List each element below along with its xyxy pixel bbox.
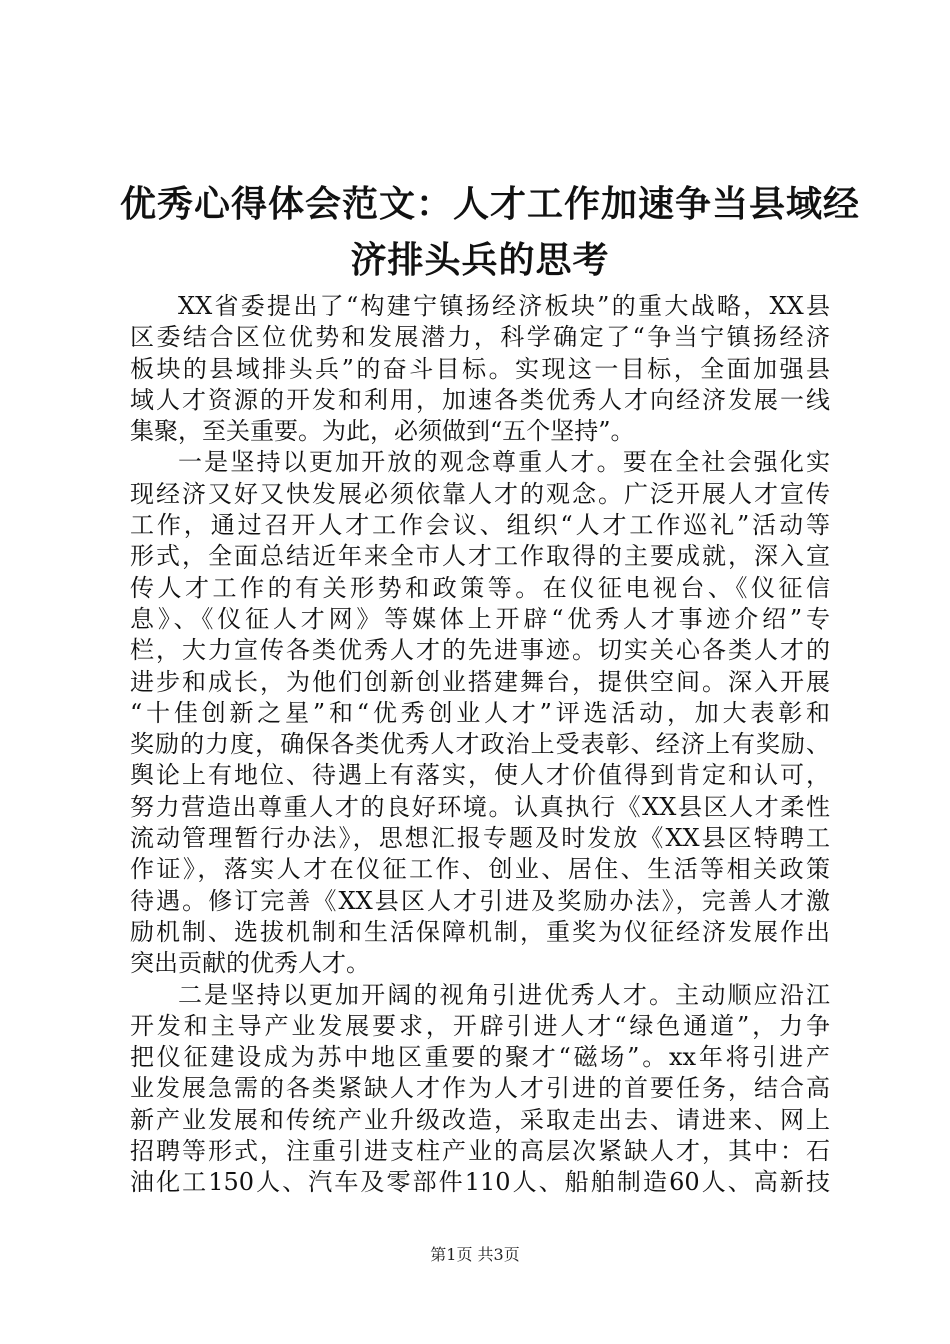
paragraph-line: 舆论上有地位、待遇上有落实，使人才价值得到肯定和认可， [130,761,830,790]
paragraph-line: 传人才工作的有关形势和政策等。在仪征电视台、《仪征信 [130,573,830,602]
paragraph-line: 板块的县域排头兵”的奋斗目标。实现这一目标，全面加强县 [130,354,830,383]
page-footer: 第1页 共3页 [430,1245,520,1264]
paragraph-line: 现经济又好又快发展必须依靠人才的观念。广泛开展人才宣传 [130,479,830,508]
paragraph-line: 努力营造出尊重人才的良好环境。认真执行《XX县区人才柔性 [130,792,830,821]
paragraph-line: 流动管理暂行办法》，思想汇报专题及时发放《XX县区特聘工 [130,824,830,853]
document-body [130,291,830,1199]
paragraph-line: 开发和主导产业发展要求，开辟引进人才“绿色通道”，力争 [130,1011,830,1040]
paragraph-line: 奖励的力度，确保各类优秀人才政治上受表彰、经济上有奖励、 [130,730,830,759]
paragraph-line: “十佳创新之星”和“优秀创业人才”评选活动，加大表彰和 [130,698,830,727]
paragraph-line: 二是坚持以更加开阔的视角引进优秀人才。主动顺应沿江 [178,980,830,1009]
paragraph [130,447,830,979]
paragraph-line: 突出贡献的优秀人才。 [130,949,370,978]
paragraph-line: 集聚，至关重要。为此，必须做到“五个坚持”。 [130,417,635,446]
paragraph-line: XX省委提出了“构建宁镇扬经济板块”的重大战略，XX县 [178,292,830,320]
paragraph-line: 区委结合区位优势和发展潜力，科学确定了“争当宁镇扬经济 [130,323,830,352]
title-line: 济排头兵的思考 [350,239,610,281]
paragraph-line: 新产业发展和传统产业升级改造，采取走出去、请进来、网上 [130,1105,830,1134]
paragraph [130,980,830,1199]
paragraph-line: 工作，通过召开人才工作会议、组织“人才工作巡礼”活动等 [130,511,830,540]
paragraph-line: 进步和成长，为他们创新创业搭建舞台，提供空间。深入开展 [130,667,830,696]
paragraph-line: 待遇。修订完善《XX县区人才引进及奖励办法》，完善人才激 [130,886,830,915]
paragraph-line: 息》、《仪征人才网》等媒体上开辟“优秀人才事迹介绍”专 [130,604,830,633]
paragraph-line: 一是坚持以更加开放的观念尊重人才。要在全社会强化实 [178,448,830,477]
document-title [120,176,861,288]
paragraph-line: 栏，大力宣传各类优秀人才的先进事迹。切实关心各类人才的 [130,636,830,665]
paragraph [130,291,830,447]
title-line: 优秀心得体会范文：人才工作加速争当县域经 [120,183,861,225]
paragraph-line: 油化工150人、汽车及零部件110人、船舶制造60人、高新技 [130,1168,830,1197]
paragraph-line: 业发展急需的各类紧缺人才作为人才引进的首要任务，结合高 [130,1074,830,1103]
paragraph-line: 把仪征建设成为苏中地区重要的聚才“磁场”。xx年将引进产 [130,1043,830,1072]
paragraph-line: 招聘等形式，注重引进支柱产业的高层次紧缺人才，其中：石 [130,1137,830,1166]
paragraph-line: 域人才资源的开发和利用，加速各类优秀人才向经济发展一线 [130,385,830,414]
paragraph-line: 励机制、选拔机制和生活保障机制，重奖为仪征经济发展作出 [130,917,830,946]
paragraph-line: 形式，全面总结近年来全市人才工作取得的主要成就，深入宣 [130,542,830,571]
paragraph-line: 作证》，落实人才在仪征工作、创业、居住、生活等相关政策 [130,855,830,884]
